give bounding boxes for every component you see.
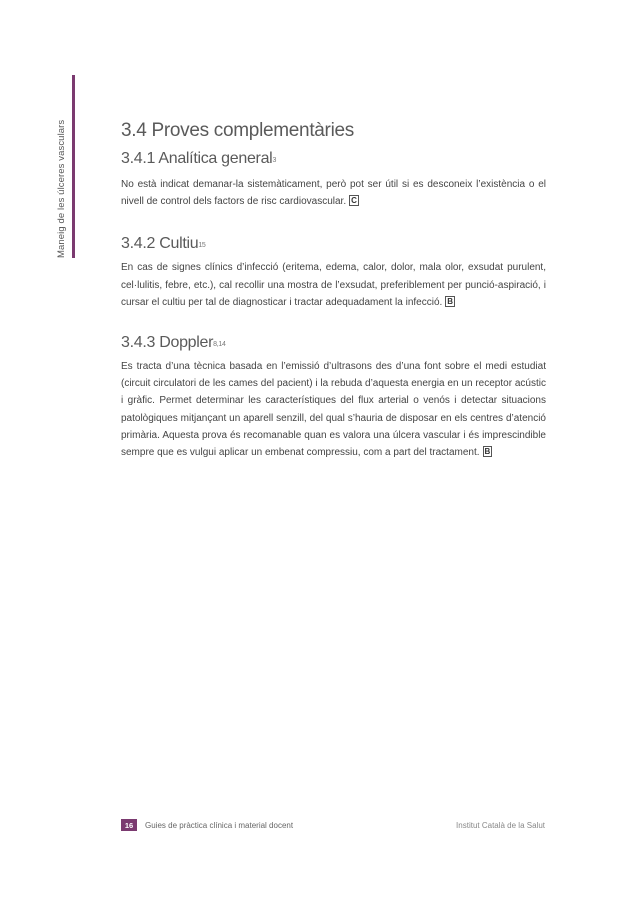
body-paragraph: En cas de signes clínics d’infecció (eritema, edema, calor, dolor, mala olor, exsudat purulent, cel·lulitis, febre, etc.), cal recollir una mostra de l’exsudat, preferiblement per punció-aspiració, i cursar el cultiu per tal de diagnosticar i tractar adequadament la infecció. B (121, 262, 546, 308)
subsection-cultiu (121, 233, 546, 311)
evidence-grade-badge: B (484, 447, 491, 457)
side-accent-bar (72, 75, 75, 258)
subsection-doppler (121, 332, 546, 461)
reference-superscript: 8,14 (213, 341, 226, 349)
subsection-analitica (121, 148, 546, 210)
footer-publisher: Institut Català de la Salut (456, 820, 545, 830)
page-footer (121, 817, 545, 833)
evidence-grade-badge: C (351, 196, 357, 206)
reference-superscript: 3 (272, 157, 277, 164)
body-paragraph: Es tracta d’una tècnica basada en l’emissió d’ultrasons des d’una font sobre el medi estudiat (circuit circulatori de les cames del pacient) i la rebuda d’aquesta energia en un receptor acústic i gràfic. Permet determinar les característiques del flux arterial o venós i detectar situacions patològiques mitjançant un aparell senzill, del qual s’hauria de disposar en els centres d’atenció primària. Aquesta prova és recomanable quan es valora una úlcera vascular i és imprescindible sempre que es vulgui aplicar un embenat compressiu, com a part del tractament. B (121, 361, 546, 459)
main-content (121, 118, 546, 461)
reference-superscript: 15 (198, 242, 206, 250)
footer-series-title: Guies de pràctica clínica i material docent (145, 820, 294, 830)
subsection-title: 3.4.2 Cultiu$^{15}$ (121, 235, 206, 253)
side-title-text: Maneig de les úlceres vasculars (56, 119, 67, 258)
evidence-grade-badge: B (447, 296, 454, 306)
subsection-title: 3.4.1 Analítica general$^3$ (121, 150, 277, 167)
page-number: 16 (121, 819, 137, 831)
section-title: 3.4 Proves complementàries (121, 120, 354, 141)
subsection-title: 3.4.3 Doppler$^{8,14}$ (121, 334, 226, 352)
body-paragraph: No està indicat demanar-la sistemàticament, però pot ser útil si es desconeix l’existència o el nivell de control dels factors de risc cardiovascular. C (121, 179, 546, 208)
